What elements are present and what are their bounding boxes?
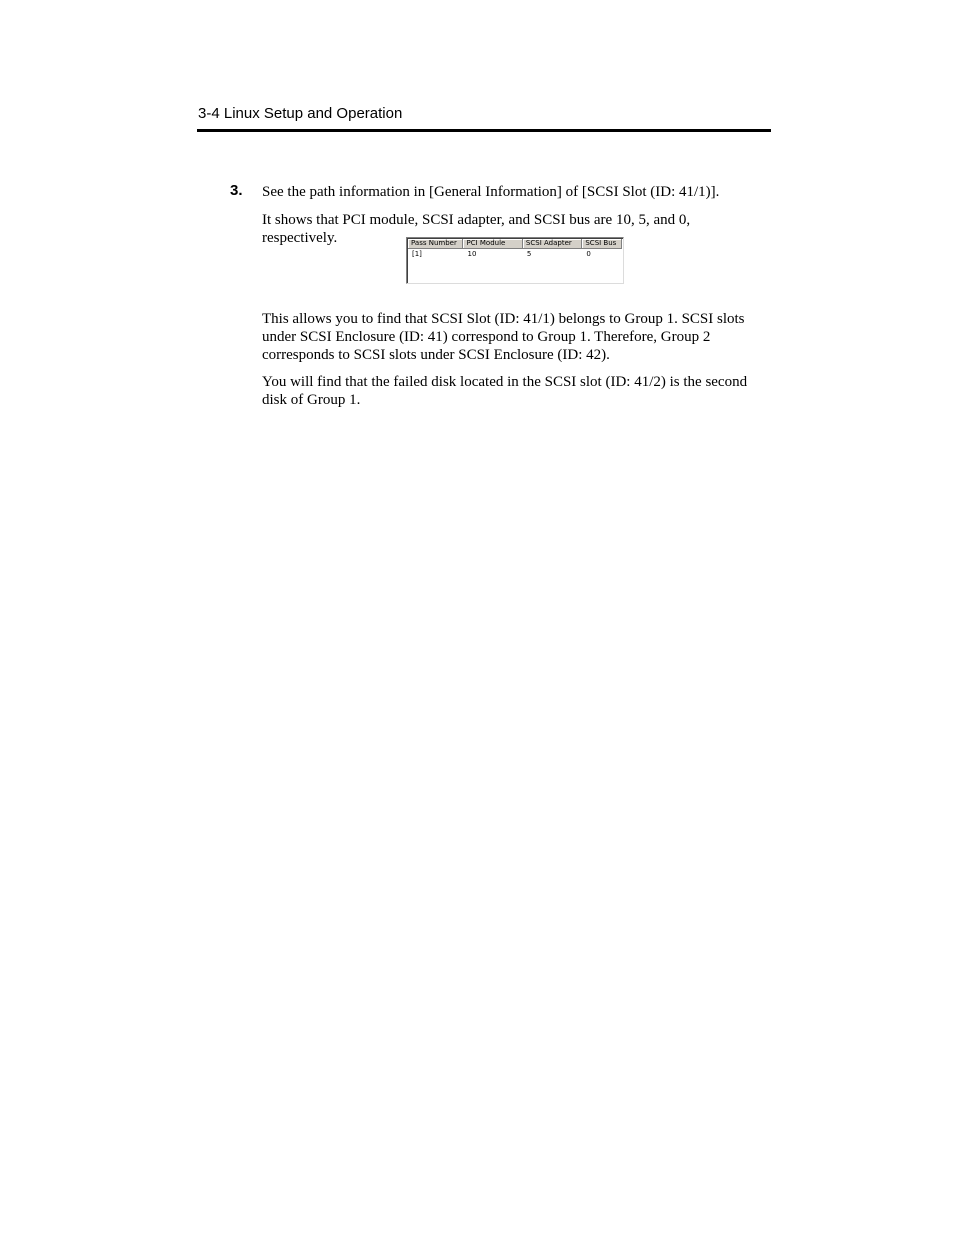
cell-scsi-adapter: 5	[526, 250, 532, 258]
step-paragraph-3: This allows you to find that SCSI Slot (ID: 41/1) belongs to Group 1. SCSI slots under SCSI Enclosure (ID: 41) correspond to Group 1. Therefore, Group 2 corresponds to SCSI slots under SCSI Enclosure (ID: 42).	[262, 311, 745, 363]
column-header-scsi-bus[interactable]: SCSI Bus	[582, 239, 622, 249]
cell-pass-number: [1]	[412, 250, 422, 258]
cell-scsi-bus: 0	[586, 250, 591, 258]
step-number: 3.	[230, 182, 243, 199]
step-paragraph-4: You will find that the failed disk located in the SCSI slot (ID: 41/2) is the second disk of Group 1.	[262, 374, 748, 408]
column-header-scsi-adapter[interactable]: SCSI Adapter	[523, 239, 582, 249]
column-header-pass-number[interactable]: Pass Number	[408, 239, 463, 249]
header-rule	[197, 129, 771, 132]
list-view-header	[408, 239, 622, 249]
cell-pci-module: 10	[467, 250, 477, 258]
step-paragraph-1: See the path information in [General Information] of [SCSI Slot (ID: 41/1)].	[262, 184, 720, 200]
path-info-list-view	[406, 237, 624, 284]
step-paragraph-2: It shows that PCI module, SCSI adapter, and SCSI bus are 10, 5, and 0, respectively.	[262, 212, 691, 246]
page-header: 3-4 Linux Setup and Operation	[198, 105, 403, 122]
table-row[interactable]	[408, 250, 622, 259]
column-header-pci-module[interactable]: PCI Module	[463, 239, 522, 249]
